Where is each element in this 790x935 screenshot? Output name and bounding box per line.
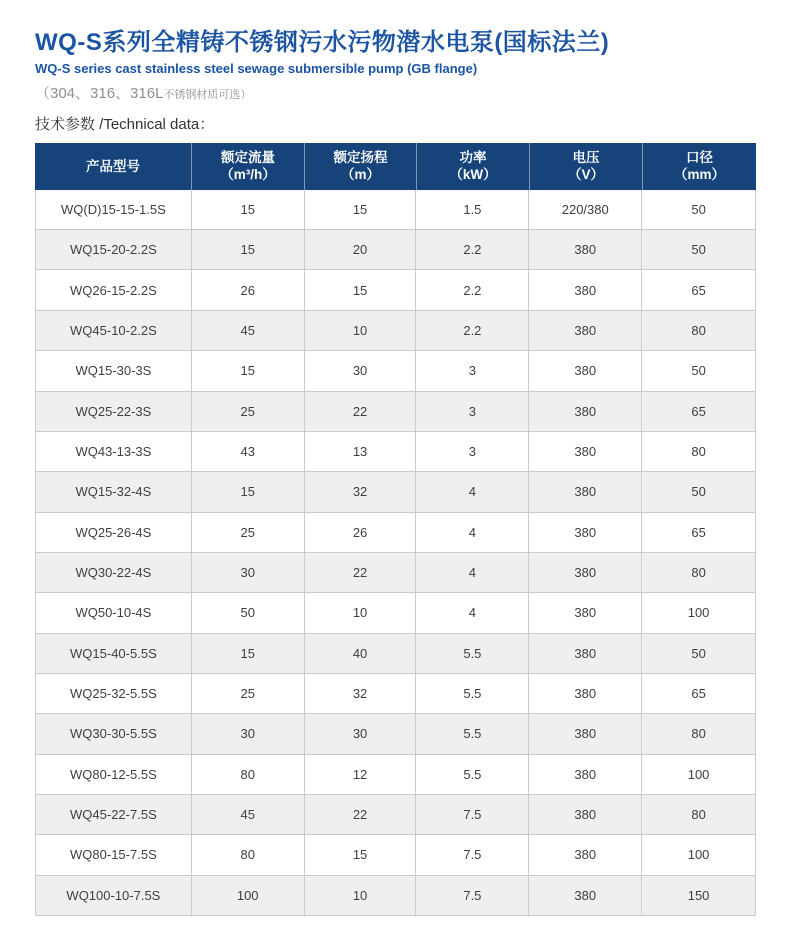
table-cell-diameter: 50 xyxy=(691,363,706,379)
table-cell-flow: 15 xyxy=(192,190,305,229)
table-cell-head: 15 xyxy=(305,190,417,229)
table-row xyxy=(36,714,755,754)
table-cell-power: 5.5 xyxy=(416,674,529,713)
table-row xyxy=(36,835,755,875)
table-row xyxy=(36,432,755,472)
column-header-label: 额定流量 xyxy=(221,149,275,165)
table-cell-flow: 15 xyxy=(192,634,305,673)
table-cell-voltage: 380 xyxy=(529,835,642,874)
table-cell-flow: 15 xyxy=(192,472,305,511)
column-header-label: 产品型号 xyxy=(86,158,140,174)
table-cell-voltage: 380 xyxy=(529,311,642,350)
table-cell-diameter: 80 xyxy=(691,444,706,460)
table-cell-model: WQ15-32-4S xyxy=(36,472,192,511)
section-label: 技术参数 /Technical data： xyxy=(35,115,215,133)
table-cell-power: 1.5 xyxy=(416,190,529,229)
table-cell-model: WQ(D)15-15-1.5S xyxy=(36,190,192,229)
material-note-main: （304、316、316L xyxy=(35,85,164,103)
table-row xyxy=(36,270,755,310)
table-cell-flow: 43 xyxy=(192,432,305,471)
table-cell-head: 10 xyxy=(305,311,417,350)
table-cell-model: WQ30-22-4S xyxy=(36,553,192,592)
column-header-voltage xyxy=(530,143,643,190)
table-cell-model: WQ25-22-3S xyxy=(36,392,192,431)
table-cell-power: 3 xyxy=(416,392,529,431)
table-cell-diameter: 65 xyxy=(691,524,706,540)
table-cell-voltage: 380 xyxy=(529,472,642,511)
table-cell-diameter: 50 xyxy=(691,201,706,217)
table-cell-voltage: 380 xyxy=(529,270,642,309)
page-subtitle: WQ-S series cast stainless steel sewage submersible pump (GB flange) xyxy=(35,61,478,77)
column-header-unit: （m） xyxy=(340,167,380,183)
table-cell-model: WQ100-10-7.5S xyxy=(36,876,192,915)
table-cell-diameter: 100 xyxy=(687,847,710,863)
table-cell-head: 32 xyxy=(305,674,417,713)
table-cell-flow: 30 xyxy=(192,714,305,753)
table-cell-model: WQ45-22-7.5S xyxy=(36,795,192,834)
table-row xyxy=(36,553,755,593)
table-cell-diameter: 50 xyxy=(691,242,706,258)
table-cell-diameter: 50 xyxy=(691,645,706,661)
table-cell-diameter: 100 xyxy=(687,766,710,782)
table-cell-diameter: 65 xyxy=(691,403,706,419)
table-cell-model: WQ26-15-2.2S xyxy=(36,270,192,309)
table-cell-flow: 26 xyxy=(192,270,305,309)
spec-table xyxy=(35,143,756,916)
table-cell-flow: 80 xyxy=(192,755,305,794)
table-cell-power: 3 xyxy=(416,351,529,390)
table-cell-head: 15 xyxy=(305,835,417,874)
table-row xyxy=(36,755,755,795)
table-cell-voltage: 220/380 xyxy=(529,190,642,229)
table-cell-diameter: 50 xyxy=(691,484,706,500)
table-cell-model: WQ45-10-2.2S xyxy=(36,311,192,350)
table-cell-model: WQ80-15-7.5S xyxy=(36,835,192,874)
table-cell-head: 10 xyxy=(305,876,417,915)
table-cell-voltage: 380 xyxy=(529,513,642,552)
table-cell-voltage: 380 xyxy=(529,714,642,753)
table-cell-power: 4 xyxy=(416,513,529,552)
column-header-flow xyxy=(192,143,305,190)
table-cell-head: 30 xyxy=(305,714,417,753)
table-cell-model: WQ15-30-3S xyxy=(36,351,192,390)
table-cell-diameter: 100 xyxy=(687,605,710,621)
table-cell-power: 4 xyxy=(416,472,529,511)
table-cell-voltage: 380 xyxy=(529,634,642,673)
table-cell-power: 5.5 xyxy=(416,634,529,673)
table-row xyxy=(36,472,755,512)
table-cell-flow: 25 xyxy=(192,513,305,552)
table-row xyxy=(36,634,755,674)
table-cell-power: 5.5 xyxy=(416,755,529,794)
table-cell-flow: 100 xyxy=(192,876,305,915)
table-cell-power: 2.2 xyxy=(416,311,529,350)
table-cell-power: 3 xyxy=(416,432,529,471)
column-header-label: 口径 xyxy=(686,149,713,165)
table-cell-head: 32 xyxy=(305,472,417,511)
table-cell-voltage: 380 xyxy=(529,392,642,431)
column-header-label: 额定扬程 xyxy=(333,149,388,165)
table-cell-power: 7.5 xyxy=(416,835,529,874)
table-cell-head: 20 xyxy=(305,230,417,269)
table-row xyxy=(36,674,755,714)
table-cell-power: 4 xyxy=(416,593,529,632)
table-cell-diameter: 80 xyxy=(691,807,706,823)
column-header-label: 电压 xyxy=(572,149,600,165)
column-header-diameter xyxy=(643,143,756,190)
column-header-unit: （kW） xyxy=(449,167,497,183)
table-cell-flow: 45 xyxy=(192,311,305,350)
column-header-head xyxy=(305,143,417,190)
table-cell-head: 22 xyxy=(305,553,417,592)
table-cell-voltage: 380 xyxy=(529,795,642,834)
column-header-model xyxy=(35,143,192,190)
table-cell-flow: 15 xyxy=(192,230,305,269)
table-cell-flow: 50 xyxy=(192,593,305,632)
table-cell-model: WQ43-13-3S xyxy=(36,432,192,471)
table-cell-diameter: 150 xyxy=(687,887,710,903)
table-cell-head: 30 xyxy=(305,351,417,390)
table-cell-flow: 25 xyxy=(192,392,305,431)
table-cell-voltage: 380 xyxy=(529,876,642,915)
table-row xyxy=(36,593,755,633)
table-cell-power: 7.5 xyxy=(416,876,529,915)
table-cell-diameter: 80 xyxy=(691,726,706,742)
table-cell-diameter: 65 xyxy=(691,282,706,298)
table-cell-power: 4 xyxy=(416,553,529,592)
table-cell-head: 40 xyxy=(305,634,417,673)
table-cell-flow: 25 xyxy=(192,674,305,713)
spec-table-body xyxy=(35,190,756,916)
table-cell-power: 7.5 xyxy=(416,795,529,834)
table-cell-model: WQ25-32-5.5S xyxy=(36,674,192,713)
table-cell-voltage: 380 xyxy=(529,230,642,269)
table-cell-flow: 30 xyxy=(192,553,305,592)
table-cell-model: WQ25-26-4S xyxy=(36,513,192,552)
table-cell-power: 2.2 xyxy=(416,230,529,269)
table-row xyxy=(36,230,755,270)
table-cell-voltage: 380 xyxy=(529,674,642,713)
spec-table-header-row xyxy=(35,143,756,190)
column-header-unit: （m³/h） xyxy=(220,167,276,183)
table-row xyxy=(36,513,755,553)
table-cell-voltage: 380 xyxy=(529,351,642,390)
table-cell-voltage: 380 xyxy=(529,432,642,471)
table-row xyxy=(36,351,755,391)
column-header-unit: （V） xyxy=(567,167,604,183)
table-cell-model: WQ80-12-5.5S xyxy=(36,755,192,794)
table-cell-voltage: 380 xyxy=(529,755,642,794)
table-cell-head: 13 xyxy=(305,432,417,471)
table-cell-diameter: 80 xyxy=(691,565,706,581)
table-row xyxy=(36,311,755,351)
table-cell-head: 12 xyxy=(305,755,417,794)
table-cell-model: WQ50-10-4S xyxy=(36,593,192,632)
table-cell-head: 22 xyxy=(305,392,417,431)
table-cell-power: 5.5 xyxy=(416,714,529,753)
table-cell-voltage: 380 xyxy=(529,553,642,592)
table-cell-flow: 80 xyxy=(192,835,305,874)
table-row xyxy=(36,392,755,432)
table-cell-model: WQ15-20-2.2S xyxy=(36,230,192,269)
table-cell-diameter: 80 xyxy=(691,322,706,338)
table-cell-model: WQ30-30-5.5S xyxy=(36,714,192,753)
material-note-detail: 不锈钢材质可选） xyxy=(163,89,252,102)
column-header-unit: （mm） xyxy=(673,167,725,183)
table-cell-diameter: 65 xyxy=(691,686,706,702)
table-cell-voltage: 380 xyxy=(529,593,642,632)
table-cell-head: 22 xyxy=(305,795,417,834)
table-cell-head: 26 xyxy=(305,513,417,552)
material-note xyxy=(35,85,756,103)
table-row xyxy=(36,795,755,835)
table-cell-head: 10 xyxy=(305,593,417,632)
column-header-power xyxy=(417,143,530,190)
page-title: WQ-S系列全精铸不锈钢污水污物潜水电泵(国标法兰) xyxy=(35,29,610,56)
table-row xyxy=(36,876,755,916)
table-cell-flow: 45 xyxy=(192,795,305,834)
table-cell-flow: 15 xyxy=(192,351,305,390)
column-header-label: 功率 xyxy=(459,149,487,165)
table-cell-power: 2.2 xyxy=(416,270,529,309)
table-cell-head: 15 xyxy=(305,270,417,309)
table-cell-model: WQ15-40-5.5S xyxy=(36,634,192,673)
table-row xyxy=(36,190,755,230)
